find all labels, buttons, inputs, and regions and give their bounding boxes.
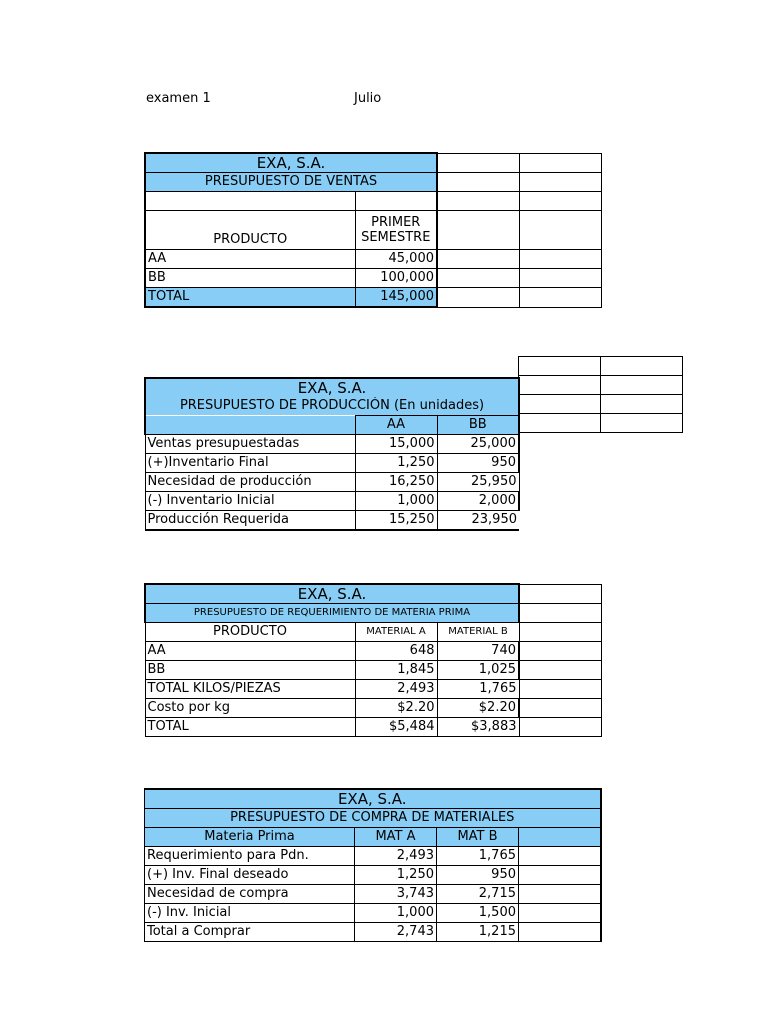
purchase-col-a: MAT A (355, 828, 437, 847)
table-row (145, 699, 601, 718)
sales-col-period: PRIMER SEMESTRE (355, 211, 437, 250)
purchase-company: EXA, S.A. (145, 789, 601, 809)
row-label: Costo por kg (145, 699, 355, 718)
row-value-b: 740 (437, 642, 519, 661)
total-value: 145,000 (355, 288, 437, 308)
empty-cell (519, 718, 601, 737)
purchase-col-product: Materia Prima (145, 828, 355, 847)
table-row (145, 923, 601, 942)
row-value-a: 1,845 (355, 661, 437, 680)
row-value-b: $3,883 (437, 718, 519, 737)
row-value-b: 1,025 (437, 661, 519, 680)
empty-cell (519, 584, 601, 604)
material-title: PRESUPUESTO DE REQUERIMIENTO DE MATERIA PRIMA (145, 604, 519, 623)
row-value-b: 1,500 (437, 904, 519, 923)
empty-cell (519, 866, 601, 885)
production-col-a: AA (355, 416, 437, 435)
empty-cell (355, 192, 437, 211)
row-label: AA (145, 642, 355, 661)
row-value-a: 648 (355, 642, 437, 661)
empty-cell (519, 923, 601, 942)
row-value-a: 1,000 (355, 904, 437, 923)
empty-cell (519, 269, 601, 288)
production-col-b: BB (437, 416, 519, 435)
row-label: Requerimiento para Pdn. (145, 847, 355, 866)
empty-cell (519, 623, 601, 642)
sales-company: EXA, S.A. (145, 153, 437, 173)
material-col-b: MATERIAL B (437, 623, 519, 642)
empty-cell (519, 604, 601, 623)
month-label: Julio (354, 91, 382, 106)
empty-cell (437, 288, 519, 308)
row-value-b: 25,950 (437, 473, 519, 492)
empty-cell (519, 376, 601, 395)
raw-material-table (144, 583, 602, 737)
row-label: (-) Inv. Inicial (145, 904, 355, 923)
table-row (145, 680, 601, 699)
empty-cell (519, 288, 601, 308)
row-label: (-) Inventario Inicial (145, 492, 355, 511)
empty-cell (437, 173, 519, 192)
row-label: TOTAL KILOS/PIEZAS (145, 680, 355, 699)
material-company: EXA, S.A. (145, 584, 519, 604)
production-company: EXA, S.A. (145, 378, 519, 397)
empty-cell (519, 642, 601, 661)
row-value-a: 2,493 (355, 847, 437, 866)
table-row (145, 885, 601, 904)
row-label: Ventas presupuestadas (145, 435, 355, 454)
row-value-a: $5,484 (355, 718, 437, 737)
row-value-b: 950 (437, 454, 519, 473)
row-value-b: $2.20 (437, 699, 519, 718)
row-value-b: 2,715 (437, 885, 519, 904)
empty-cell (437, 153, 519, 173)
table-row (145, 473, 519, 492)
table-row (145, 718, 601, 737)
row-label: AA (145, 250, 355, 269)
row-value-a: 1,000 (355, 492, 437, 511)
row-value-a: 15,250 (355, 511, 437, 531)
row-label: (+) Inv. Final deseado (145, 866, 355, 885)
row-label: BB (145, 269, 355, 288)
empty-cell (437, 211, 519, 250)
empty-cell (145, 192, 355, 211)
empty-cell (437, 192, 519, 211)
production-budget-table (144, 377, 520, 531)
empty-cell (437, 269, 519, 288)
table-row (145, 435, 519, 454)
empty-cell (519, 828, 601, 847)
exam-label: examen 1 (146, 91, 211, 106)
table-row (145, 847, 601, 866)
empty-cell (519, 357, 601, 376)
empty-cell (519, 680, 601, 699)
row-label: Producción Requerida (145, 511, 355, 531)
total-row (145, 288, 601, 308)
row-value-a: 1,250 (355, 454, 437, 473)
table-row (145, 454, 519, 473)
empty-cell (601, 395, 683, 414)
empty-cell (145, 416, 355, 435)
row-value-a: $2.20 (355, 699, 437, 718)
sales-budget-table (144, 152, 602, 308)
row-value-a: 2,743 (355, 923, 437, 942)
table-row (145, 642, 601, 661)
empty-cell (437, 250, 519, 269)
empty-cell (519, 173, 601, 192)
empty-cell (519, 699, 601, 718)
row-label: Necesidad de compra (145, 885, 355, 904)
row-value-a: 15,000 (355, 435, 437, 454)
purchase-budget-table (144, 788, 602, 942)
empty-grid (518, 356, 683, 433)
empty-cell (519, 885, 601, 904)
empty-cell (601, 357, 683, 376)
row-label: (+)Inventario Final (145, 454, 355, 473)
empty-cell (519, 192, 601, 211)
row-label: Total a Comprar (145, 923, 355, 942)
material-col-a: MATERIAL A (355, 623, 437, 642)
row-value-a: 1,250 (355, 866, 437, 885)
row-value: 100,000 (355, 269, 437, 288)
empty-cell (519, 414, 601, 433)
row-value-b: 950 (437, 866, 519, 885)
row-label: Necesidad de producción (145, 473, 355, 492)
empty-cell (601, 414, 683, 433)
purchase-title: PRESUPUESTO DE COMPRA DE MATERIALES (145, 809, 601, 828)
table-row (145, 866, 601, 885)
row-label: BB (145, 661, 355, 680)
row-value-a: 3,743 (355, 885, 437, 904)
table-row (145, 904, 601, 923)
purchase-col-b: MAT B (437, 828, 519, 847)
empty-cell (519, 847, 601, 866)
row-label: TOTAL (145, 718, 355, 737)
row-value-b: 23,950 (437, 511, 519, 531)
row-value: 45,000 (355, 250, 437, 269)
empty-cell (519, 250, 601, 269)
row-value-a: 16,250 (355, 473, 437, 492)
material-col-product: PRODUCTO (145, 623, 355, 642)
table-row (145, 511, 519, 531)
production-title: PRESUPUESTO DE PRODUCCIÓN (En unidades) (145, 397, 519, 416)
table-row (145, 250, 601, 269)
sales-col-product: PRODUCTO (145, 211, 355, 250)
empty-cell (519, 153, 601, 173)
row-value-b: 1,215 (437, 923, 519, 942)
row-value-b: 25,000 (437, 435, 519, 454)
row-value-b: 1,765 (437, 847, 519, 866)
empty-cell (519, 395, 601, 414)
table-row (145, 661, 601, 680)
empty-cell (519, 904, 601, 923)
total-label: TOTAL (145, 288, 355, 308)
empty-cell (601, 376, 683, 395)
row-value-b: 1,765 (437, 680, 519, 699)
empty-cell (519, 661, 601, 680)
table-row (145, 269, 601, 288)
table-row (145, 492, 519, 511)
row-value-b: 2,000 (437, 492, 519, 511)
empty-cell (519, 211, 601, 250)
row-value-a: 2,493 (355, 680, 437, 699)
sales-title: PRESUPUESTO DE VENTAS (145, 173, 437, 192)
